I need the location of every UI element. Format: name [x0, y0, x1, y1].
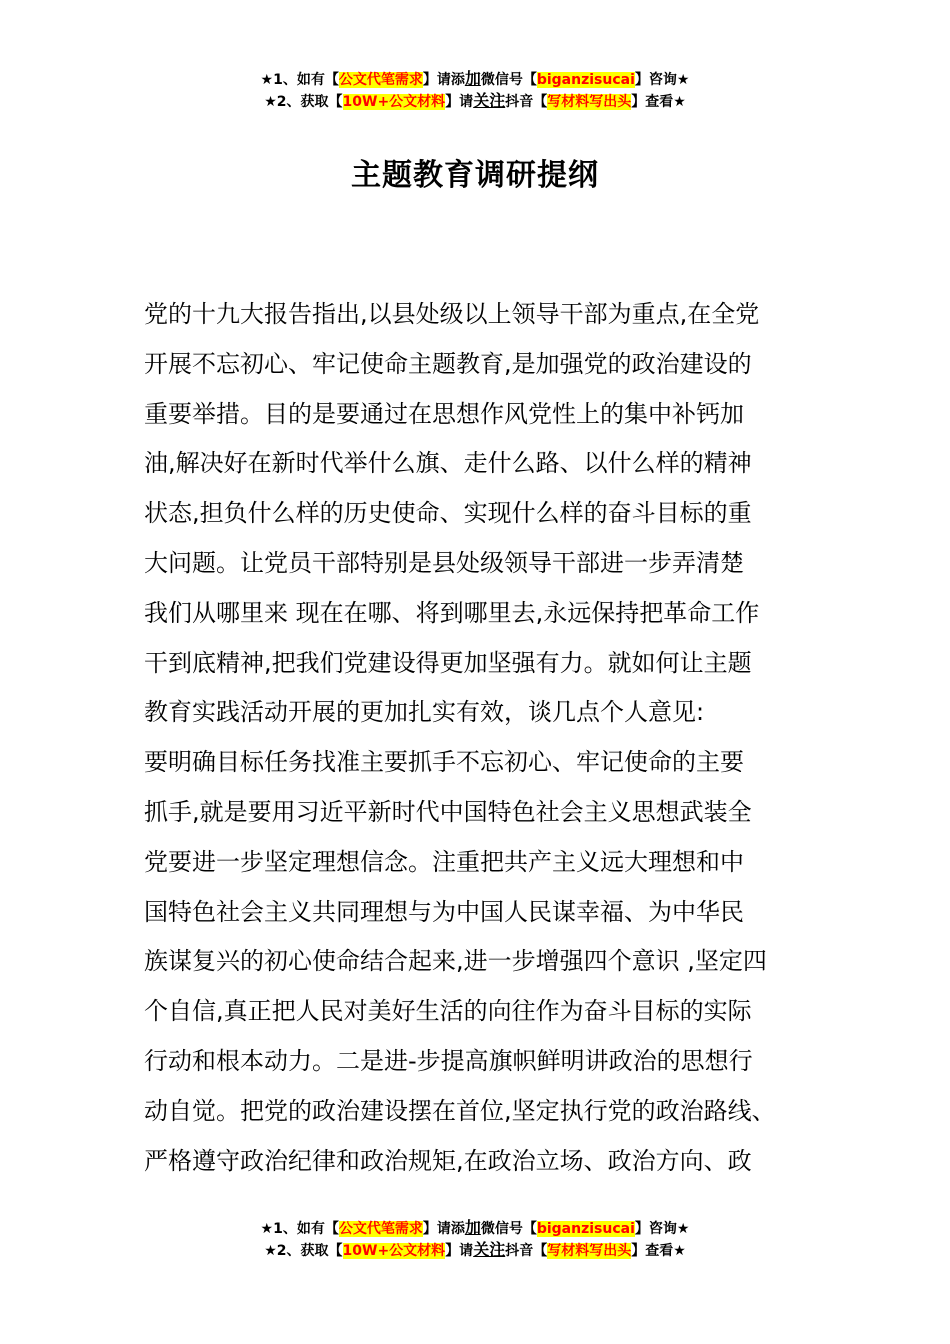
footer-banner [0, 1217, 950, 1261]
banner-line-1 [0, 68, 950, 90]
document-title: 主题教育调研提纲 [351, 158, 599, 193]
banner-text: ★1、如有【 [260, 72, 339, 88]
body-line: 族谋复兴的初心使命结合起来,进一步增强四个意识 ,坚定四 [144, 947, 767, 976]
body-line: 严格遵守政治纪律和政治规矩,在政治立场、政治方向、政 [144, 1146, 752, 1175]
body-line: 个自信,真正把人民对美好生活的向往作为奋斗目标的实际 [144, 997, 752, 1026]
banner-highlight: 10W+公文材料 [342, 94, 446, 110]
banner-text: 微信号【 [480, 72, 537, 88]
banner-text: 】请添 [422, 72, 465, 88]
body-line: 党的十九大报告指出,以县处级以上领导干部为重点,在全党 [144, 300, 760, 328]
banner-text: 】查看★ [631, 94, 686, 110]
body-line: 行动和根本动力。二是进-步提高旗帜鲜明讲政治的思想行 [144, 1046, 753, 1075]
banner-text: 】咨询★ [634, 72, 690, 88]
body-line: 动自觉。把党的政治建设摆在首位,坚定执行党的政治路线、 [144, 1096, 776, 1125]
body-line: 状态,担负什么样的历史使命、实现什么样的奋斗目标的重 [144, 499, 752, 528]
banner-line-2 [0, 90, 950, 112]
banner-text: 】查看★ [631, 1243, 686, 1259]
banner-text: ★2、获取【 [264, 94, 343, 110]
banner-text: 抖音【 [505, 94, 548, 110]
banner-highlight: 公文代笔需求 [338, 72, 423, 88]
body-line: 重要举措。目的是要通过在思想作风党性上的集中补钙加 [144, 399, 744, 428]
banner-wechat-id: biganzisucai [536, 72, 635, 88]
banner-text: ★1、如有【 [260, 1221, 339, 1237]
banner-underline: 关注 [473, 91, 506, 110]
banner-text: ★2、获取【 [264, 1243, 343, 1259]
document-body [144, 290, 812, 1186]
body-line: 要明确目标任务找准主要抓手不忘初心、牢记使命的主要 [144, 748, 744, 777]
banner-douyin-id: 写材料写出头 [547, 94, 632, 110]
body-line: 党要进一步坚定理想信念。注重把共产主义远大理想和中 [144, 847, 744, 876]
body-line: 教育实践活动开展的更加扎实有效，谈几点个人意见: [144, 698, 705, 727]
body-line: 干到底精神,把我们党建设得更加坚强有力。就如何让主题 [144, 648, 752, 677]
body-line: 开展不忘初心、牢记使命主题教育,是加强党的政治建设的 [144, 349, 752, 378]
banner-underline: 加 [464, 69, 481, 88]
banner-underline: 关注 [473, 1240, 506, 1259]
body-line: 国特色社会主义共同理想与为中国人民谋幸福、为中华民 [144, 897, 744, 926]
banner-text: 微信号【 [480, 1221, 537, 1237]
banner-wechat-id: biganzisucai [536, 1221, 635, 1237]
banner-highlight: 10W+公文材料 [342, 1243, 446, 1259]
body-line: 油,解决好在新时代举什么旗、走什么路、以什么样的精神 [144, 449, 752, 478]
body-line: 抓手,就是要用习近平新时代中国特色社会主义思想武装全 [144, 797, 752, 826]
banner-text: 】咨询★ [634, 1221, 690, 1237]
banner-highlight: 公文代笔需求 [338, 1221, 423, 1237]
body-line: 我们从哪里来 现在在哪、将到哪里去,永远保持把革命工作 [144, 598, 760, 627]
header-banner [0, 68, 950, 112]
banner-douyin-id: 写材料写出头 [547, 1243, 632, 1259]
banner-text: 】请 [445, 1243, 474, 1259]
banner-text: 抖音【 [505, 1243, 548, 1259]
banner-text: 】请 [445, 94, 474, 110]
banner-line-1 [0, 1217, 950, 1239]
body-line: 大问题。让党员干部特别是县处级领导干部进一步弄清楚 [144, 548, 744, 577]
banner-line-2 [0, 1239, 950, 1261]
banner-underline: 加 [464, 1218, 481, 1237]
banner-text: 】请添 [422, 1221, 465, 1237]
